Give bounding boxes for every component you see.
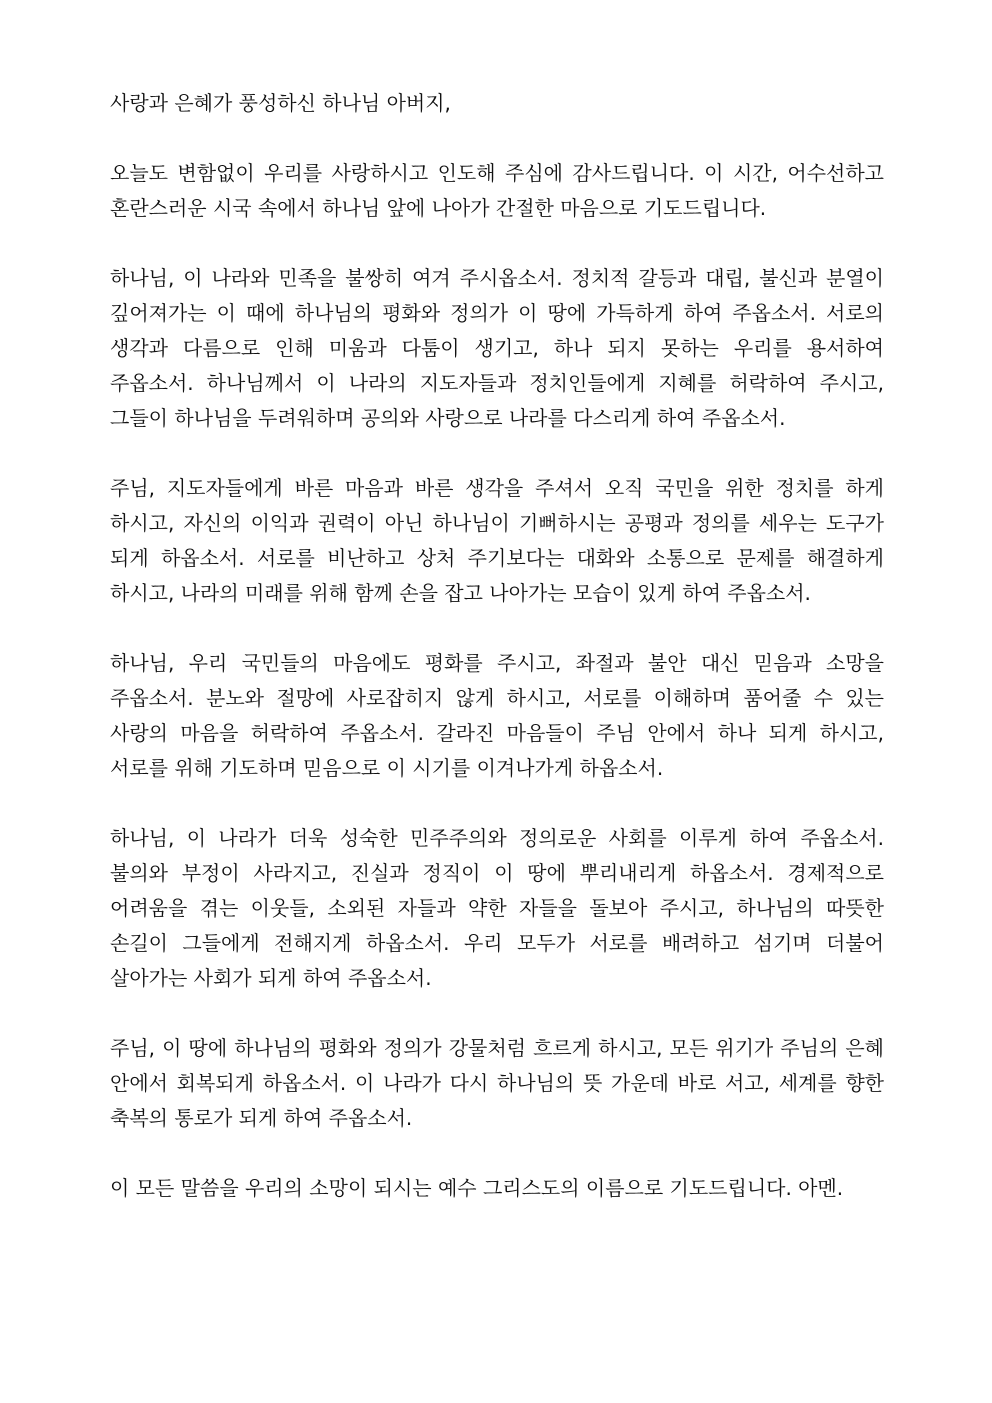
paragraph-society: 하나님, 이 나라가 더욱 성숙한 민주주의와 정의로운 사회를 이루게 하여 주옵소서. 불의와 부정이 사라지고, 진실과 정직이 이 땅에 뿌리내리게 하옵소서. 경제적으로 어려움을 겪는 이웃들, 소외된 자들과 약한 자들을 돌보아 주시고, 하나님의 따뜻한 손길이 그들에게 전해지게 하옵소서. 우리 모두가 서로를 배려하고 섬기며 더불어 살아가는 사회가 되게 하여 주옵소서. [110,826,884,990]
paragraph-thanksgiving: 오늘도 변함없이 우리를 사랑하시고 인도해 주심에 감사드립니다. 이 시간, 어수선하고 혼란스러운 시국 속에서 하나님 앞에 나아가 간절한 마음으로 기도드립니다. [110,161,884,220]
paragraph-closing: 이 모든 말씀을 우리의 소망이 되시는 예수 그리스도의 이름으로 기도드립니다. 아멘. [110,1176,844,1200]
paragraph-citizens: 하나님, 우리 국민들의 마음에도 평화를 주시고, 좌절과 불안 대신 믿음과 소망을 주옵소서. 분노와 절망에 사로잡히지 않게 하시고, 서로를 이해하며 품어줄 수 있는 사랑의 마음을 허락하여 주옵소서. 갈라진 마음들이 주님 안에서 하나 되게 하시고, 서로를 위해 기도하며 믿음으로 이 시기를 이겨나가게 하옵소서. [110,651,884,780]
paragraph-peace: 주님, 이 땅에 하나님의 평화와 정의가 강물처럼 흐르게 하시고, 모든 위기가 주님의 은혜 안에서 회복되게 하옵소서. 이 나라가 다시 하나님의 뜻 가운데 바로 서고, 세계를 향한 축복의 통로가 되게 하여 주옵소서. [110,1036,884,1130]
document-page [110,86,884,1206]
paragraph-leaders: 주님, 지도자들에게 바른 마음과 바른 생각을 주셔서 오직 국민을 위한 정치를 하게 하시고, 자신의 이익과 권력이 아닌 하나님이 기뻐하시는 공평과 정의를 세우는 도구가 되게 하옵소서. 서로를 비난하고 상처 주기보다는 대화와 소통으로 문제를 해결하게 하시고, 나라의 미래를 위해 함께 손을 잡고 나아가는 모습이 있게 하여 주옵소서. [110,476,884,605]
paragraph-greeting: 사랑과 은혜가 풍성하신 하나님 아버지, [110,91,451,115]
paragraph-nation: 하나님, 이 나라와 민족을 불쌍히 여겨 주시옵소서. 정치적 갈등과 대립, 불신과 분열이 깊어져가는 이 때에 하나님의 평화와 정의가 이 땅에 가득하게 하여 주옵소서. 서로의 생각과 다름으로 인해 미움과 다툼이 생기고, 하나 되지 못하는 우리를 용서하여 주옵소서. 하나님께서 이 나라의 지도자들과 정치인들에게 지혜를 허락하여 주시고, 그들이 하나님을 두려워하며 공의와 사랑으로 나라를 다스리게 하여 주옵소서. [110,266,884,430]
